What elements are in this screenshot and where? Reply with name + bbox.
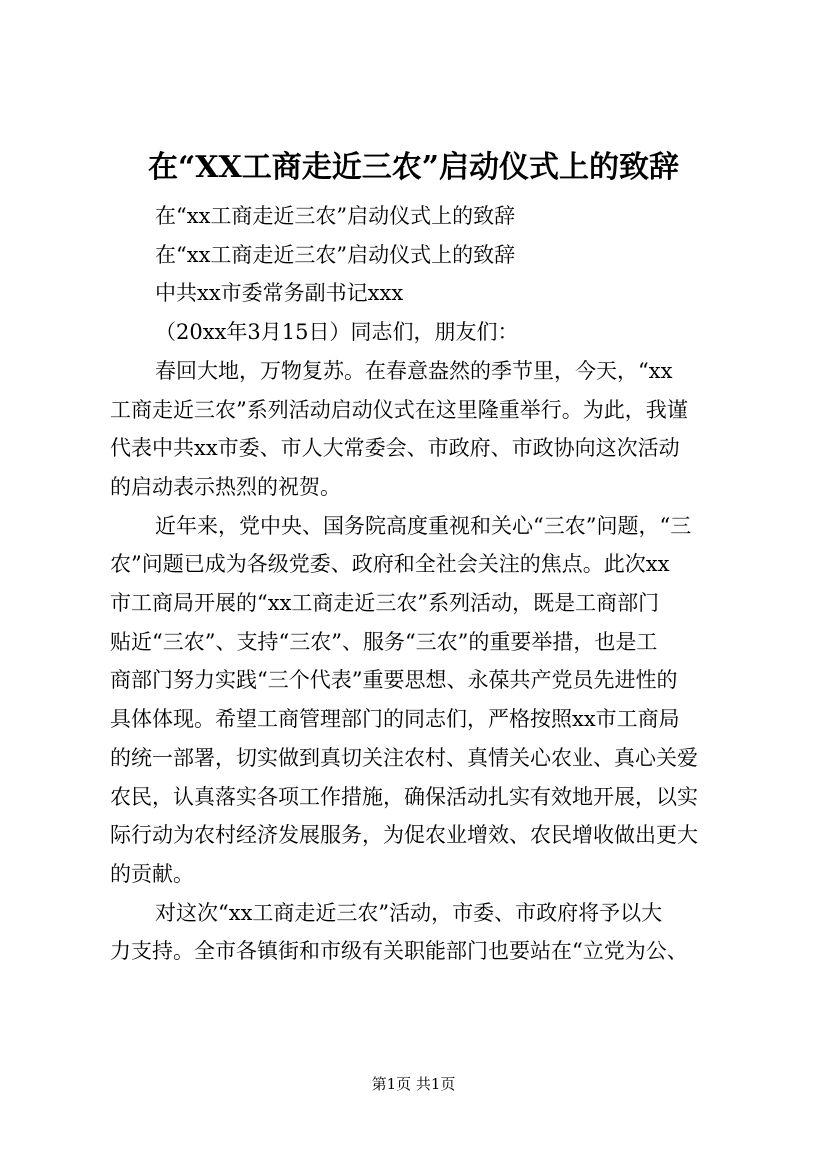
document-body — [110, 197, 730, 971]
text-line: 在“xx工商走近三农”启动仪式上的致辞 — [155, 242, 516, 267]
text-line: （20xx年3月15日）同志们，朋友们： — [155, 320, 519, 345]
text-line: 工商走近三农”系列活动启动仪式在这里隆重举行。为此，我谨 — [110, 397, 688, 422]
text-line: 贴近“三农”、支持“三农”、服务“三农”的重要举措，也是工 — [110, 629, 658, 654]
page-footer: 第1页 共1页 — [371, 1075, 456, 1093]
text-line: 农”问题已成为各级党委、政府和全社会关注的焦点。此次xx — [110, 552, 670, 577]
text-line: 春回大地，万物复苏。在春意盎然的季节里，今天，“xx — [155, 358, 673, 383]
text-line: 具体体现。希望工商管理部门的同志们，严格按照xx市工商局 — [110, 707, 680, 732]
text-line: 市工商局开展的“xx工商走近三农”系列活动，既是工商部门 — [110, 591, 660, 616]
text-line: 中共xx市委常务副书记xxx — [155, 281, 404, 306]
text-line: 代表中共xx市委、市人大常委会、市政府、市政协向这次活动 — [110, 436, 680, 461]
text-line: 近年来，党中央、国务院高度重视和关心“三农”问题，“三 — [155, 513, 692, 538]
text-line: 的统一部署，切实做到真切关注农村、真情关心农业、真心关爱 — [110, 745, 698, 770]
document-title: 在“XX工商走近三农”启动仪式上的致辞 — [147, 150, 680, 185]
text-line: 的启动表示热烈的祝贺。 — [110, 474, 341, 499]
text-line: 农民，认真落实各项工作措施，确保活动扎实有效地开展，以实 — [110, 784, 698, 809]
text-line: 的贡献。 — [110, 861, 194, 886]
text-line: 在“xx工商走近三农”启动仪式上的致辞 — [155, 204, 516, 228]
text-line: 对这次“xx工商走近三农”活动，市委、市政府将予以大 — [155, 900, 663, 925]
text-line: 力支持。全市各镇街和市级有关职能部门也要站在“立党为公、 — [110, 939, 688, 964]
text-line: 商部门努力实践“三个代表”重要思想、永葆共产党员先进性的 — [110, 668, 678, 693]
text-line: 际行动为农村经济发展服务，为促农业增效、农民增收做出更大 — [110, 823, 698, 848]
